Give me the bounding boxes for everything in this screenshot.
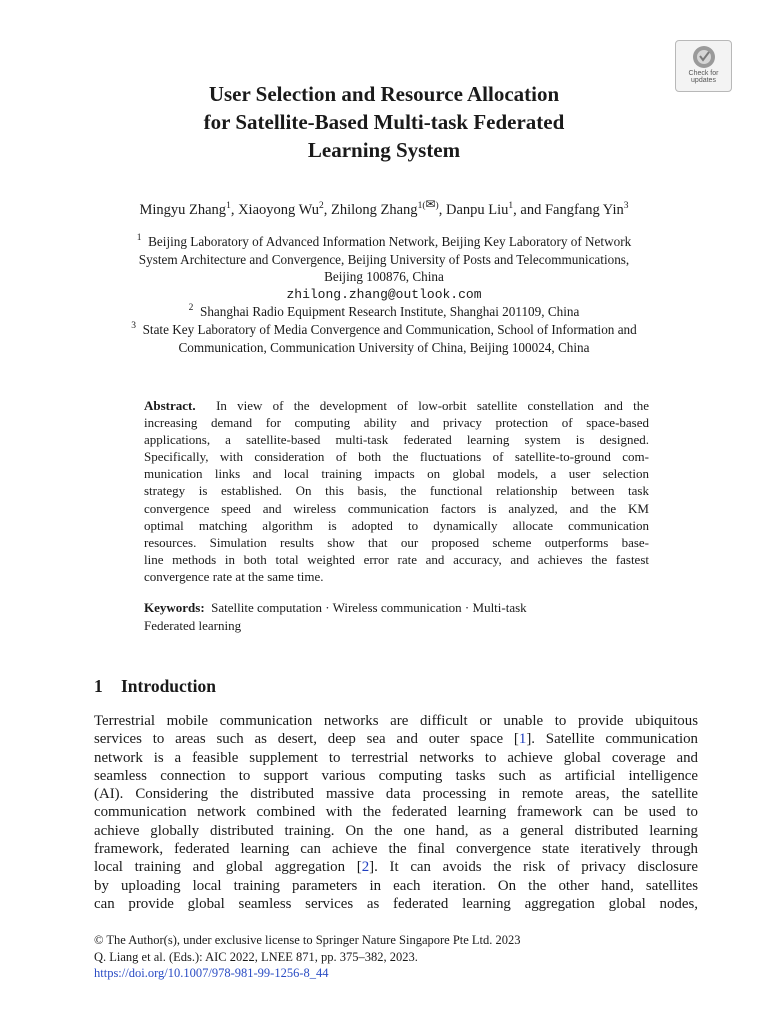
- author-affiliation-mark: 1: [508, 201, 514, 211]
- intro-line: seamless connection to support various computing tasks such as artificial intelligence: [94, 767, 698, 784]
- envelope-icon[interactable]: ✉: [425, 197, 436, 211]
- keywords-line: Federated learning: [144, 618, 242, 633]
- intro-line: can provide global seamless services as federated learning aggregation global nodes,: [94, 895, 698, 912]
- abstract-line: line methods in both total weighted error rate and accuracy, and achieves the fastest: [144, 551, 649, 567]
- author-name: Zhilong Zhang: [330, 202, 418, 218]
- abstract-line: increasing demand for computing ability and privacy protection of space-based: [144, 415, 649, 431]
- abstract-line: applications, a satellite-based multi-task federated learning system is designed.: [144, 432, 649, 448]
- affiliations: [0, 233, 768, 356]
- abstract: [144, 397, 649, 585]
- author-name: Fangfang Yin: [544, 202, 624, 218]
- abstract-line: strategy is established. On this basis, the functional relationship between task: [144, 483, 649, 499]
- author-affiliation-mark: 1: [226, 201, 231, 211]
- abstract-line: Abstract. In view of the development of low-orbit satellite constellation and the: [144, 398, 649, 413]
- abstract-line: convergence speed and wireless communication factors is analyzed, and the KM: [144, 500, 649, 516]
- citation-link[interactable]: 1: [518, 731, 527, 748]
- paper-title: [0, 80, 768, 164]
- abstract-line: convergence rate at the same time.: [144, 568, 324, 584]
- copyright-line: © The Author(s), under exclusive license to Springer Nature Singapore Pte Ltd. 2023: [94, 933, 521, 947]
- keywords-line: Satellite computation · Wireless communication · Multi-task: [211, 600, 527, 615]
- abstract-line: optimal matching algorithm is adopted to dynamically allocate communication: [144, 517, 649, 533]
- affiliation-1-cont: System Architecture and Convergence, Beijing University of Posts and Telecommunications,: [138, 251, 630, 267]
- copyright-footer: [94, 932, 521, 982]
- section-heading: [94, 675, 216, 697]
- author-affiliation-mark: 3: [623, 201, 629, 211]
- intro-line: network is a feasible supplement to terrestrial networks to achieve global coverage and: [94, 749, 698, 766]
- title-line: Learning System: [307, 138, 461, 162]
- keywords-label: Keywords:: [144, 600, 205, 615]
- intro-line: achieve globally distributed training. On the one hand, as a general distributed learning: [94, 822, 698, 839]
- abstract-line: Specifically, with consideration of both the fluctuations of satellite-to-ground com-: [144, 449, 649, 465]
- intro-line: by uploading local training parameters in each iteration. On the other hand, satellites: [94, 877, 698, 894]
- title-line: User Selection and Resource Allocation: [208, 82, 560, 106]
- author-list: Mingyu Zhang$^1$, Xiaoyong Wu$^2$, Zhilong Zhang$^{1(✉)}$, Danpu Liu$^1$, and Fangfang Yin$^3$: [139, 197, 629, 218]
- abstract-label: Abstract.: [144, 398, 196, 413]
- abstract-line: munication links and local training impacts on global models, a user selection: [144, 466, 649, 482]
- intro-line: Terrestrial mobile communication networks are difficult or unable to provide ubiquitous: [94, 713, 698, 729]
- intro-line: framework, federated learning can achieve the final convergence state iteratively through: [94, 841, 698, 858]
- affiliation-3: $^3$ State Key Laboratory of Media Convergence and Communication, School of Information and: [131, 320, 637, 337]
- intro-line: (AI). Considering the distributed massive data processing in remote areas, the satellite: [94, 786, 698, 803]
- title-line: for Satellite-Based Multi-task Federated: [203, 110, 565, 134]
- author-name: Mingyu Zhang: [139, 202, 227, 218]
- author-affiliation-mark: 1(✉): [417, 197, 439, 211]
- affiliation-1: $^1$ Beijing Laboratory of Advanced Information Network, Beijing Key Laboratory of Network: [136, 233, 632, 249]
- email-address[interactable]: zhilong.zhang@outlook.com: [286, 286, 482, 302]
- introduction-text: [94, 712, 698, 913]
- check-for-updates-icon: [691, 45, 717, 69]
- doi-link[interactable]: https://doi.org/10.1007/978-981-99-1256-8_44: [94, 966, 329, 980]
- affiliation-2: $^2$ Shanghai Radio Equipment Research Institute, Shanghai 201109, China: [188, 303, 580, 320]
- section-number: 1: [94, 676, 103, 696]
- intro-line: communication network combined with the federated learning framework can be used to: [94, 804, 698, 821]
- badge-label: Check for updates: [688, 70, 719, 84]
- abstract-line: resources. Simulation results show that our proposed scheme outperforms base-: [144, 534, 649, 550]
- citation-line: Q. Liang et al. (Eds.): AIC 2022, LNEE 871, pp. 375–382, 2023.: [94, 949, 418, 964]
- keywords: [144, 599, 649, 635]
- intro-line: local training and global aggregation [2]. It can avoids the risk of privacy disclosure: [94, 859, 698, 876]
- author-name: Danpu Liu: [445, 202, 509, 218]
- author-affiliation-mark: 2: [318, 201, 324, 211]
- affiliation-3-cont: Communication, Communication University of China, Beijing 100024, China: [178, 339, 590, 355]
- citation-link[interactable]: 2: [361, 859, 370, 876]
- author-name: Xiaoyong Wu: [238, 202, 319, 218]
- section-title: Introduction: [121, 676, 216, 696]
- intro-line: services to areas such as desert, deep sea and outer space [1]. Satellite communication: [94, 731, 698, 748]
- affiliation-1-cont: Beijing 100876, China: [324, 269, 444, 285]
